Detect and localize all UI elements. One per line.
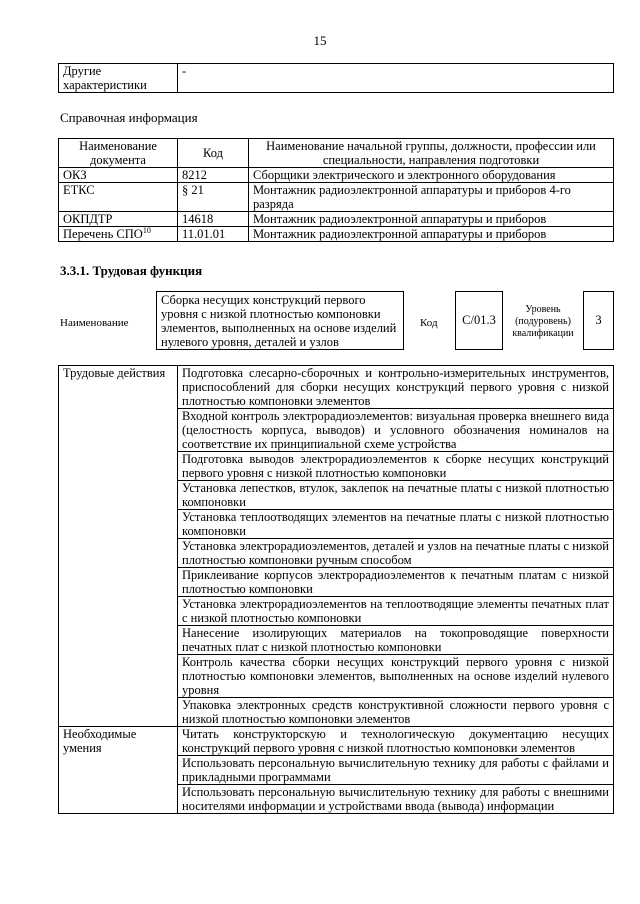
skills-label: Необходимые умения: [59, 727, 178, 814]
labor-action: Установка лепестков, втулок, заклепок на печатные платы с низкой плотностью компоновки: [178, 481, 614, 510]
qualification-level-label: Уровень (подуровень) квалификации: [512, 304, 574, 339]
reference-doc: ОКЗ: [59, 168, 178, 183]
function-code: C/01.3: [455, 291, 503, 350]
function-name: Сборка несущих конструкций первого уровня с низкой плотностью компоновки элементов, выполненных на основе изделий нулевого уровня, деталей и узлов: [156, 291, 404, 350]
table-row: [59, 366, 614, 409]
qualification-level: 3: [583, 291, 614, 350]
table-row: [59, 212, 614, 227]
labor-actions-label: Трудовые действия: [59, 366, 178, 727]
reference-header-row: [59, 139, 614, 168]
other-characteristics-table: [58, 63, 614, 93]
labor-action: Нанесение изолирующих материалов на токопроводящие поверхности печатных плат с низкой плотностью компоновки: [178, 626, 614, 655]
skill: Читать конструкторскую и технологическую документацию несущих конструкций первого уровня с низкой плотностью компоновки элементов: [178, 727, 614, 756]
skill: Использовать персональную вычислительную технику для работы с файлами и прикладными программами: [178, 756, 614, 785]
table-row: [59, 727, 614, 756]
skill: Использовать персональную вычислительную технику для работы с внешними носителями информации и устройствами ввода (вывода) информации: [178, 785, 614, 814]
function-details-table: [58, 365, 614, 814]
labor-action: Подготовка слесарно-сборочных и контрольно-измерительных инструментов, приспособлений для сборки несущих конструкций первого уровня с низкой плотностью компоновки элементов: [178, 366, 614, 409]
table-row: [59, 227, 614, 242]
reference-table: [58, 138, 614, 242]
reference-header-name: Наименование начальной группы, должности, профессии или специальности, направления подготовки: [249, 139, 614, 168]
reference-doc: ЕТКС: [59, 183, 178, 212]
reference-name: Сборщики электрического и электронного оборудования: [249, 168, 614, 183]
labor-action: Приклеивание корпусов электрорадиоэлементов к печатным платам с низкой плотностью компоновки: [178, 568, 614, 597]
reference-doc: Перечень СПО$^{10}$: [59, 227, 178, 242]
table-row: [59, 168, 614, 183]
reference-title: Справочная информация: [60, 110, 198, 125]
other-characteristics-value: -: [178, 64, 614, 93]
section-title: 3.3.1. Трудовая функция: [60, 263, 203, 278]
page-number: 15: [313, 33, 327, 48]
reference-header-doc: Наименование документа: [59, 139, 178, 168]
labor-action: Упаковка электронных средств конструктивной сложности первого уровня с низкой плотностью компоновки элементов: [178, 698, 614, 727]
reference-name: Монтажник радиоэлектронной аппаратуры и приборов: [249, 227, 614, 242]
labor-action: Установка электрорадиоэлементов, деталей и узлов на печатные платы с низкой плотностью компоновки ручным способом: [178, 539, 614, 568]
labor-action: Входной контроль электрорадиоэлементов: визуальная проверка внешнего вида (целостность корпуса, выводов) и условного обозначения номиналов на соответствие их принципиальной схеме устройства: [178, 409, 614, 452]
table-row: [59, 183, 614, 212]
reference-code: § 21: [178, 183, 249, 212]
other-characteristics-label: Другие характеристики: [59, 64, 178, 93]
reference-doc: ОКПДТР: [59, 212, 178, 227]
function-name-label: Наименование: [60, 317, 129, 329]
labor-action: Подготовка выводов электрорадиоэлементов к сборке несущих конструкций первого уровня с низкой плотностью компоновки: [178, 452, 614, 481]
function-code-label: Код: [420, 317, 438, 329]
labor-action: Установка теплоотводящих элементов на печатные платы с низкой плотностью компоновки: [178, 510, 614, 539]
labor-action: Контроль качества сборки несущих конструкций первого уровня с низкой плотностью компоновки элементов, выполненных на основе изделий нулевого уровня: [178, 655, 614, 698]
reference-header-code: Код: [178, 139, 249, 168]
reference-code: 11.01.01: [178, 227, 249, 242]
labor-action: Установка электрорадиоэлементов на теплоотводящие элементы печатных плат с низкой плотностью компоновки: [178, 597, 614, 626]
reference-code: 14618: [178, 212, 249, 227]
footnote-marker: 10: [142, 225, 151, 235]
reference-name: Монтажник радиоэлектронной аппаратуры и приборов 4-го разряда: [249, 183, 614, 212]
reference-code: 8212: [178, 168, 249, 183]
reference-name: Монтажник радиоэлектронной аппаратуры и приборов: [249, 212, 614, 227]
